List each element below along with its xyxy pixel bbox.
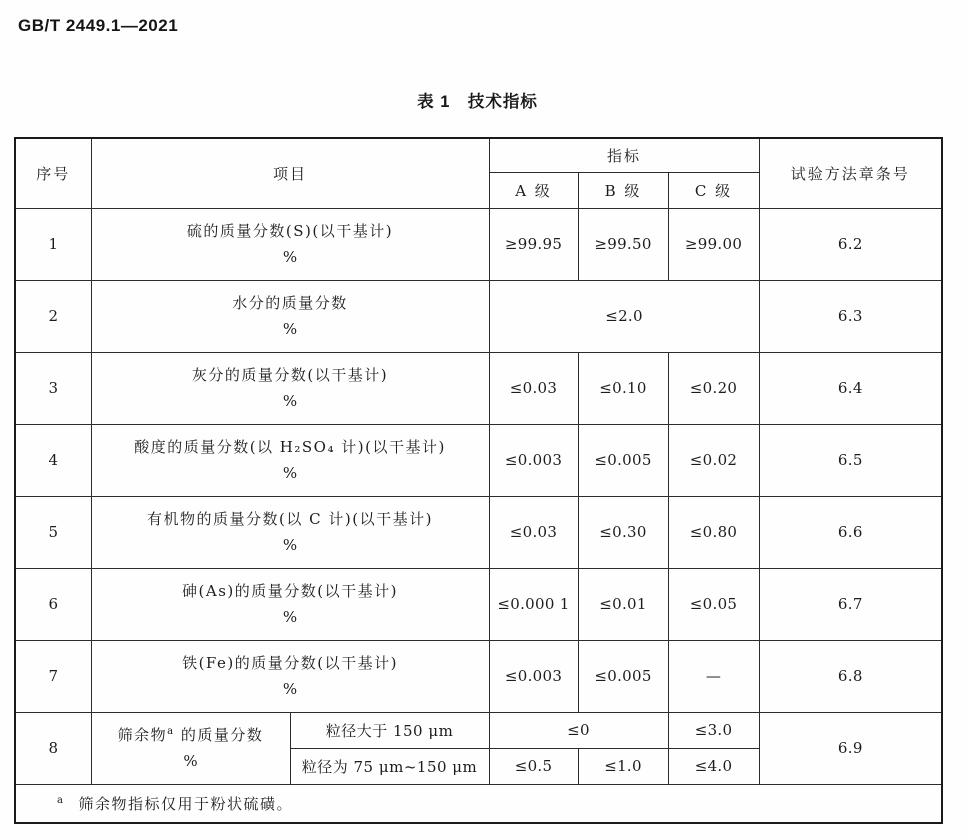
table-header-row: [15, 138, 942, 172]
spec-table: [14, 137, 943, 824]
header-cell-grade-c: C 级: [668, 172, 759, 208]
header-cell-indicator: 指标: [489, 138, 759, 172]
item-name: 有机物的质量分数(以 C 计)(以干基计): [147, 510, 433, 528]
row-no: 7: [15, 640, 91, 712]
value-grade-a: ≤0.5: [489, 748, 578, 784]
value-grade-c: ≤3.0: [668, 712, 759, 748]
item-cell: [91, 712, 290, 784]
table-row: [15, 568, 942, 640]
value-grade-b: ≤0.10: [578, 352, 668, 424]
header-cell-grade-a: A 级: [489, 172, 578, 208]
row-no: 8: [15, 712, 91, 784]
value-grade-a: ≤0.000 1: [489, 568, 578, 640]
item-cell: [91, 496, 489, 568]
value-grade-b: ≤0.005: [578, 640, 668, 712]
footnote-marker: a: [57, 794, 65, 806]
item-cell: [91, 568, 489, 640]
row-no: 3: [15, 352, 91, 424]
table-row: [15, 208, 942, 280]
table-row: [15, 280, 942, 352]
value-grade-c: ≥99.00: [668, 208, 759, 280]
item-cell: [91, 280, 489, 352]
header-cell-method: 试验方法章条号: [759, 138, 942, 208]
item-name: 砷(As)的质量分数(以干基计): [182, 582, 398, 600]
value-grade-c: ≤4.0: [668, 748, 759, 784]
row-no: 5: [15, 496, 91, 568]
item-cell: [91, 352, 489, 424]
row-no: 1: [15, 208, 91, 280]
footnote-ref: a: [167, 726, 175, 737]
footnote-cell: [15, 784, 942, 823]
method-clause: 6.4: [759, 352, 942, 424]
method-clause: 6.6: [759, 496, 942, 568]
value-grade-abc: ≤2.0: [489, 280, 759, 352]
header-cell-item: 项目: [91, 138, 489, 208]
item-unit: %: [282, 536, 298, 554]
row-no: 2: [15, 280, 91, 352]
table-row: [15, 496, 942, 568]
item-name: [96, 722, 286, 748]
standard-code: GB/T 2449.1—2021: [18, 16, 179, 35]
item-cell: [91, 424, 489, 496]
item-name: 酸度的质量分数(以 H₂SO₄ 计)(以干基计): [134, 438, 446, 456]
header-cell-grade-b: B 级: [578, 172, 668, 208]
value-grade-c: ≤0.80: [668, 496, 759, 568]
table-row: [15, 640, 942, 712]
item-cell: [91, 208, 489, 280]
footnote-row: [15, 784, 942, 823]
table-row: [15, 424, 942, 496]
value-grade-b: ≥99.50: [578, 208, 668, 280]
particle-size-label: 粒径大于 150 μm: [290, 712, 489, 748]
method-clause: 6.9: [759, 712, 942, 784]
particle-size-label: 粒径为 75 μm~150 μm: [290, 748, 489, 784]
item-name: 水分的质量分数: [232, 294, 348, 312]
item-unit: %: [282, 608, 298, 626]
row-no: 4: [15, 424, 91, 496]
item-unit: %: [282, 248, 298, 266]
value-grade-a: ≥99.95: [489, 208, 578, 280]
value-grade-c: ≤0.02: [668, 424, 759, 496]
row-no: 6: [15, 568, 91, 640]
value-grade-a: ≤0.03: [489, 496, 578, 568]
value-grade-c: ≤0.05: [668, 568, 759, 640]
item-name: 铁(Fe)的质量分数(以干基计): [182, 654, 398, 672]
method-clause: 6.2: [759, 208, 942, 280]
method-clause: 6.5: [759, 424, 942, 496]
table-row: [15, 712, 942, 748]
value-grade-c: ≤0.20: [668, 352, 759, 424]
item-unit: %: [282, 392, 298, 410]
value-grade-a: ≤0.03: [489, 352, 578, 424]
table-title: 表 1 技术指标: [417, 93, 538, 111]
item-unit: %: [282, 320, 298, 338]
value-grade-b: ≤0.005: [578, 424, 668, 496]
value-grade-c: —: [668, 640, 759, 712]
value-grade-b: ≤1.0: [578, 748, 668, 784]
value-grade-a: ≤0.003: [489, 424, 578, 496]
method-clause: 6.3: [759, 280, 942, 352]
item-name: 灰分的质量分数(以干基计): [191, 366, 389, 384]
value-grade-b: ≤0.30: [578, 496, 668, 568]
item-unit: %: [183, 752, 198, 770]
header-cell-no: 序号: [15, 138, 91, 208]
value-grade-b: ≤0.01: [578, 568, 668, 640]
method-clause: 6.7: [759, 568, 942, 640]
method-clause: 6.8: [759, 640, 942, 712]
item-unit: %: [282, 680, 298, 698]
item-name-text: 的质量分数: [174, 726, 264, 744]
item-cell: [91, 640, 489, 712]
value-grade-ab: ≤0: [489, 712, 668, 748]
footnote-text: 筛余物指标仅用于粉状硫磺。: [78, 794, 293, 813]
table-row: [15, 352, 942, 424]
item-name: 硫的质量分数(S)(以干基计): [186, 222, 394, 240]
item-unit: %: [282, 464, 298, 482]
value-grade-a: ≤0.003: [489, 640, 578, 712]
item-name-text: 筛余物: [117, 726, 168, 744]
